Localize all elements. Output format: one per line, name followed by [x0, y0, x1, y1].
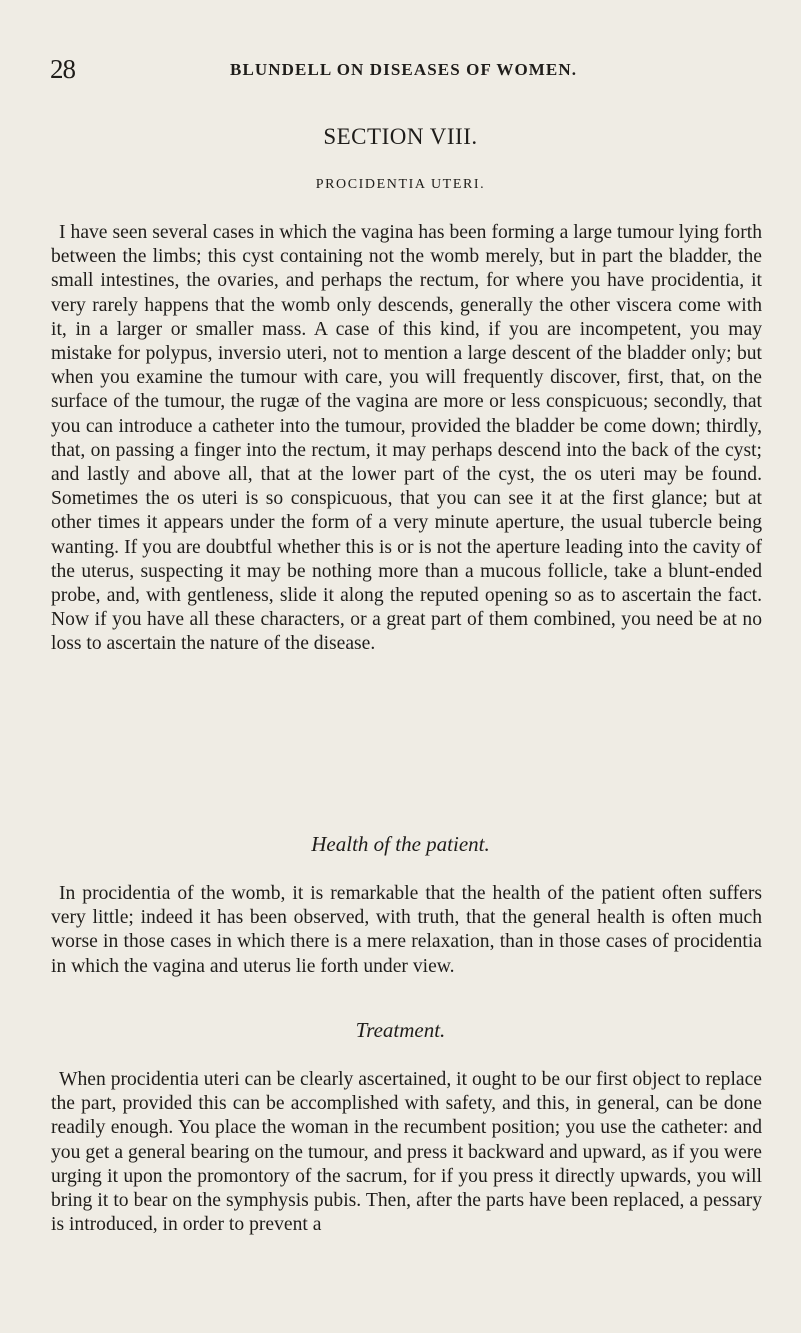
body-paragraph-3: When procidentia uteri can be clearly ascertained, it ought to be our first object to replace the part, provided this can be accomplished with safety, and this, in general, can be done readily enough. You place the woman in the recumbent position; you use the catheter: and you get a general bearing on the tumour, and press it backward and upward, as if you were urging it upon the promontory of the sacrum, for if you press it directly upwards, you will bring it to bear on the symphysis pubis. Then, after the parts have been replaced, a pessary is introduced, in order to prevent a — [51, 1069, 762, 1236]
running-title: BLUNDELL ON DISEASES OF WOMEN. — [230, 60, 578, 79]
subheading-health-of-patient: Health of the patient. — [311, 832, 490, 856]
page-number: 28 — [50, 54, 75, 84]
section-subtitle: PROCIDENTIA UTERI. — [315, 177, 486, 192]
section-title: SECTION VIII. — [323, 124, 478, 149]
body-paragraph-1: I have seen several cases in which the vagina has been forming a large tumour lying forth between the limbs; this cyst containing not the womb merely, but in part the bladder, the small intestines, the ovaries, and perhaps the rectum, for where you have procidentia, it very rarely happens that the womb only descends, generally the other viscera come with it, in a larger or smaller mass. A case of this kind, if you are incompetent, you may mistake for polypus, inversio uteri, not to mention a large descent of the bladder only; but when you examine the tumour with care, you will frequently discover, first, that, on the surface of the tumour, the rugæ of the vagina are more or less conspicuous; secondly, that you can introduce a catheter into the tumour, provided the bladder be come down; thirdly, that, on passing a finger into the rectum, it may perhaps descend into the back of the cyst; and lastly and above all, that at the lower part of the cyst, the os uteri may be found. Sometimes the os uteri is so conspicuous, that you can see it at the first glance; but at other times it appears under the form of a very minute aperture, the usual tubercle being wanting. If you are doubtful whether this is or is not the aperture leading into the cavity of the uterus, suspecting it may be nothing more than a mucous follicle, take a blunt-ended probe, and, with gentleness, slide it along the reputed opening so as to ascertain the fact. Now if you have all these characters, or a great part of them combined, you need be at no loss to ascertain the nature of the disease. — [51, 222, 762, 655]
body-paragraph-2: In procidentia of the womb, it is remarkable that the health of the patient often suffers very little; indeed it has been observed, with truth, that the general health is often much worse in those cases in which there is a mere relaxation, than in those cases of procidentia in which the vagina and uterus lie forth under view. — [51, 883, 762, 977]
subheading-treatment: Treatment. — [355, 1018, 446, 1042]
running-head — [50, 54, 760, 84]
